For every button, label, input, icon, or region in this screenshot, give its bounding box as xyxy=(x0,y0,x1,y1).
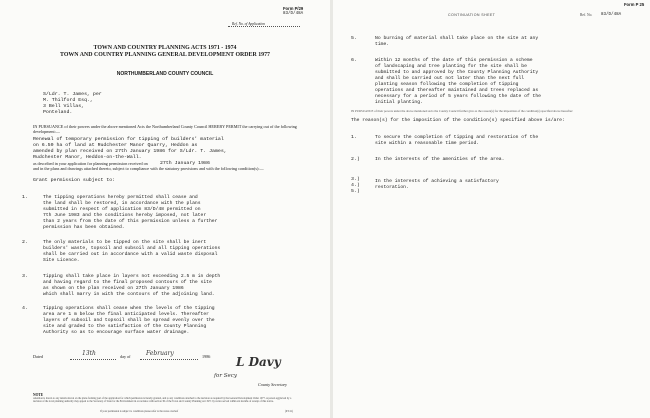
application-ref-number: 83/D/48A xyxy=(283,12,304,16)
received-prefix: as described in your application for planning permission received on xyxy=(33,161,148,166)
grant-line: Grant permission subject to: xyxy=(33,178,116,183)
application-ref-label: Ref. No. of Application xyxy=(232,22,265,26)
reasons-heading: IN PURSUANCE of their powers under the above mentioned Acts the County Council further give as the reason(s) for the imposition of the condition(s) specified above hereafter: xyxy=(351,109,574,113)
dated-day: 13th xyxy=(82,350,96,357)
continuation-sheet-label: CONTINUATION SHEET xyxy=(448,13,496,17)
plans-paragraph: and in the plans and drawings attached thereto, subject to compliance with the statutory provisions and with the following condition(s):— xyxy=(33,166,264,171)
continuation-sheet-page: Form P 25 CONTINUATION SHEET Ref. No. 83/D/48A 5. No burning of material shall take place on the site at any time. 6. Within 12 months of the date of this permission a scheme of landscaping and tree planting for the site shall be submitted to and approved by the County Planning Authority and shall be carried out not later than the next full planting season following the completion of tipping operations and thereafter maintained and trees replaced as necessary for a period of 5 years following the date of the initial planting. IN PURSUANCE of their powers under the above mentioned Acts the County Council further give as the reason(s) for the imposition of the condition(s) specified above hereafter: The reason(s) for the imposition of the condition(s) specified above is/are: 1. To secure the completion of tipping and restoration of the site within a reasonable time period. 2.) In the interests of the amenities of the area. 3.) 4.) In the interests of achieving a satisfactory 5.) restoration. xyxy=(333,0,650,418)
signature: L Davy xyxy=(236,355,281,369)
day-of-label: day of xyxy=(120,354,131,359)
addressee-line: Ponteland. xyxy=(43,110,73,115)
development-line: amended by plan received on 27th January 1986 for S/Ldr. T. James, xyxy=(33,149,227,154)
form-number: Form P/29 xyxy=(283,6,304,11)
intro-paragraph: IN PURSUANCE of their powers under the above mentioned Acts the Northumberland County Council HEREBY PERMIT the carrying out of the following development:— xyxy=(33,124,297,135)
day-rule xyxy=(70,359,116,360)
development-line: Renewal of temporary permission for tipping of builders' material xyxy=(33,137,224,142)
note-footer: If your permission is subject to conditions please refer to the notes overleaf xyxy=(100,410,179,413)
act-heading-1: TOWN AND COUNTRY PLANNING ACTS 1971 - 1974 xyxy=(93,45,237,51)
page-code: (P.T.O.) xyxy=(285,410,294,413)
form-number: Form P 25 xyxy=(624,2,645,7)
county-secretary: County Secretary xyxy=(258,382,288,387)
dated-label: Dated xyxy=(33,354,43,359)
note-text: Attention is drawn to any details shown on the plans forming part of the application for which permission is hereby granted, and to any conditions attached to the decision as required by the General Development Order 1977. A person aggrieved by a decision of the local planning authority may appeal to the Secretary of State for the Environment in accordance with section 36 of the Town and Country Planning Act 1971 by notice served within six months of receipt of this notice. xyxy=(33,397,292,404)
note-label: NOTE xyxy=(33,393,44,397)
permission-notice-page-1: Form P/29 83/D/48A Ref. No. of Application TOWN AND COUNTRY PLANNING ACTS 1971 - 1974 TOWN AND COUNTRY PLANNING GENERAL DEVELOPMENT ORDER 1977 NORTHUMBERLAND COUNTY COUNCIL S/Ldr. T. James, per M. Thilford Esq., 3 Bell Villas, Ponteland. IN PURSUANCE of their powers under the above mentioned Acts the Northumberland County Council HEREBY PERMIT the carrying out of the following development:— Renewal of temporary permission for tipping of builders' material on 6.50 ha of land at Rudchester Manor Quarry, Heddon as amended by plan received on 27th January 1986 for S/Ldr. T. James, Rudchester Manor, Heddon-on-the-Wall. as described in your application for planning permission received on 27th January 1986 and in the plans and drawings attached thereto, subject to compliance with the statutory provisions and with the following condition(s):— Grant permission subject to: 1. The tipping operations hereby permitted shall cease and the land shall be restored, in accordance with the plans submitted in respect of application 83/D/48 permitted on 7th June 1983 and the conditions hereby imposed, not later than 2 years from the date of this permission unless a further permission has been obtained. 2. The only materials to be tipped on the site shall be inert builders' waste, topsoil and subsoil and all tipping operations shall be carried out in accordance with a valid waste disposal Site Licence. 3. Tipping shall take place in layers not exceeding 2.5 m in depth and having regard to the final proposed contours of the site as shown on the plan received on 27th January 1986 which shall marry in with the contours of the adjoining land. 4. Tipping operations shall cease when the levels of the tipping area are 1 m below the final anticipated levels. Thereafter layers of subsoil and topsoil shall be spread evenly over the site and graded to the satisfaction of the County Planning Authority so as to encourage surface water drainage. Dated 13th day of February 1986 L Davy for Secy County Secretary NOTE Attention is drawn to any details shown on the plans forming part of the application for which permission is hereby granted, and to any conditions attached to the decision as required by the General Development Order 1977. A person aggrieved by a decision of the local planning authority may appeal to the Secretary of State for the Environment in accordance with section 36 of the Town and Country Planning Act 1971 by notice served within six months of receipt of this notice. If your permission is subject to conditions please refer to the notes overleaf (P.T.O.) xyxy=(0,0,330,418)
year: 1986 xyxy=(202,354,211,359)
addressee-line: 3 Bell Villas, xyxy=(43,104,85,109)
dated-month: February xyxy=(146,350,174,357)
development-line: on 6.50 ha of land at Rudchester Manor Quarry, Heddon as xyxy=(33,143,198,148)
council-name: NORTHUMBERLAND COUNTY COUNCIL xyxy=(116,71,214,77)
addressee-line: M. Thilford Esq., xyxy=(43,98,93,103)
reasons-title: The reason(s) for the imposition of the condition(s) specified above is/are: xyxy=(351,118,565,123)
month-rule xyxy=(140,359,198,360)
received-date: 27th January 1986 xyxy=(160,160,210,166)
development-line: Rudchester Manor, Heddon-on-the-Wall. xyxy=(33,155,142,160)
ref-rule xyxy=(228,26,300,27)
addressee-line: S/Ldr. T. James, per xyxy=(43,92,102,97)
signature-note: for Secy xyxy=(214,373,237,379)
act-heading-2: TOWN AND COUNTRY PLANNING GENERAL DEVELOPMENT ORDER 1977 xyxy=(60,52,270,58)
ref-label: Ref. No. xyxy=(580,13,593,17)
ref-number: 83/D/48A xyxy=(601,12,622,17)
